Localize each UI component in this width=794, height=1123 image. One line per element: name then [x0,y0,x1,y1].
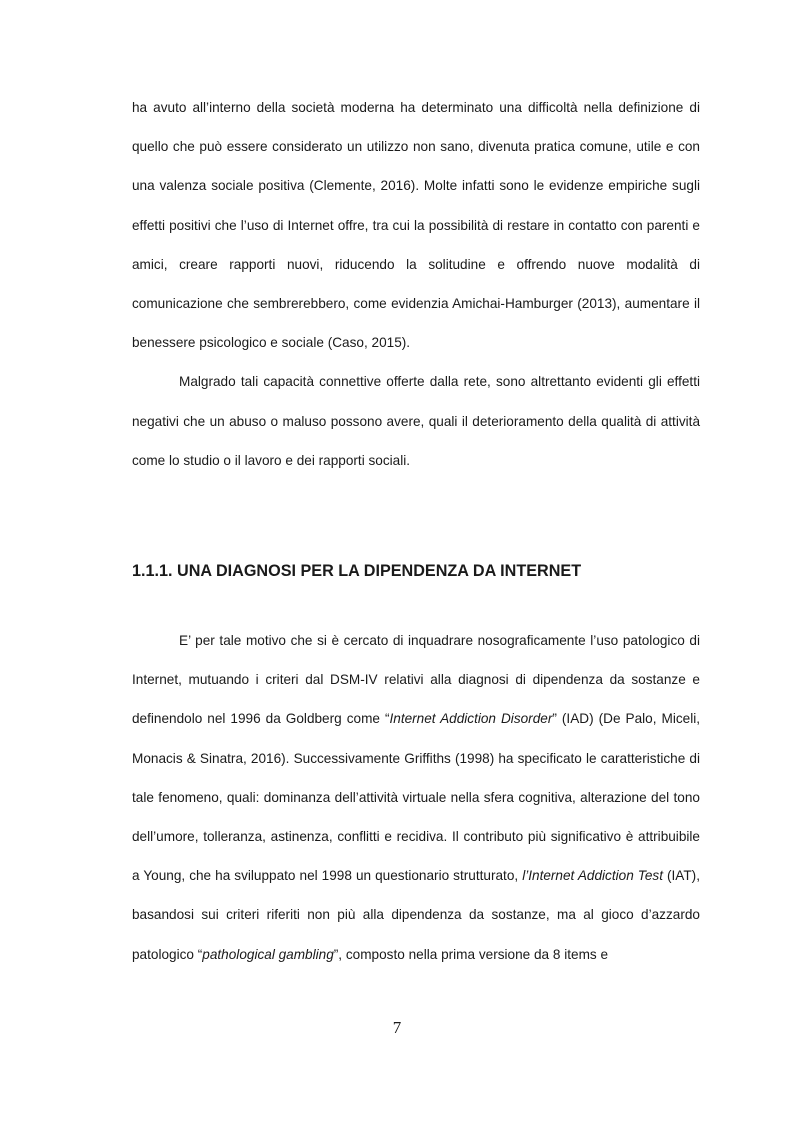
page-number: 7 [392,1018,402,1037]
p3-text-1: E’ per tale motivo che si è cercato di inquadrare nosograficamente l’uso patologico di Internet, mutuando i criteri dal DSM-IV relativi alla diagnosi di dipendenza da sostanze e definendolo nel 1996 da Goldberg come “ [132,633,700,727]
body-paragraph-1: ha avuto all’interno della società moderna ha determinato una difficoltà nella definizione di quello che può essere considerato un utilizzo non sano, divenuta pratica comune, utile e con una valenza sociale positiva (Clemente, 2016). Molte infatti sono le evidenze empiriche sugli effetti positivi che l’uso di Internet offre, tra cui la possibilità di restare in contatto con parenti e amici, creare rapporti nuovi, riducendo la solitudine e offrendo nuove modalità di comunicazione che sembrerebbero, come evidenzia Amichai-Hamburger (2013), aumentare il benessere psicologico e sociale (Caso, 2015). [132,100,700,351]
body-paragraph-3 [132,621,700,974]
p3-text-2: ” (IAD) (De Palo, Miceli, Monacis & Sinatra, 2016). Successivamente Griffiths (1998) ha specificato le caratteristiche di tale fenomeno, quali: dominanza dell’attività virtuale nella sfera cognitiva, alterazione del tono dell’umore, tolleranza, astinenza, conflitti e recidiva. Il contributo più significativo è attribuibile a Young, che ha sviluppato nel 1998 un questionario strutturato, [132,711,701,884]
p3-italic-iad: Internet Addiction Disorder [389,711,553,727]
p3-text-3: (IAT), basandosi sui criteri riferiti non più alla dipendenza da sostanze, ma al gioco d’azzardo patologico “ [132,868,700,962]
p3-italic-iat: l’Internet Addiction Test [522,868,663,884]
section-body [132,621,700,974]
document-page [132,88,701,962]
p3-text-4: ”, composto nella prima versione da 8 items e [333,946,609,962]
p3-italic-gambling: pathological gambling [202,946,334,962]
section-heading: 1.1.1. UNA DIAGNOSI PER LA DIPENDENZA DA INTERNET [132,562,582,580]
body-paragraph-2: Malgrado tali capacità connettive offerte dalla rete, sono altrettanto evidenti gli effetti negativi che un abuso o maluso possono avere, quali il deterioramento della qualità di attività come lo studio o il lavoro e dei rapporti sociali. [132,374,700,468]
